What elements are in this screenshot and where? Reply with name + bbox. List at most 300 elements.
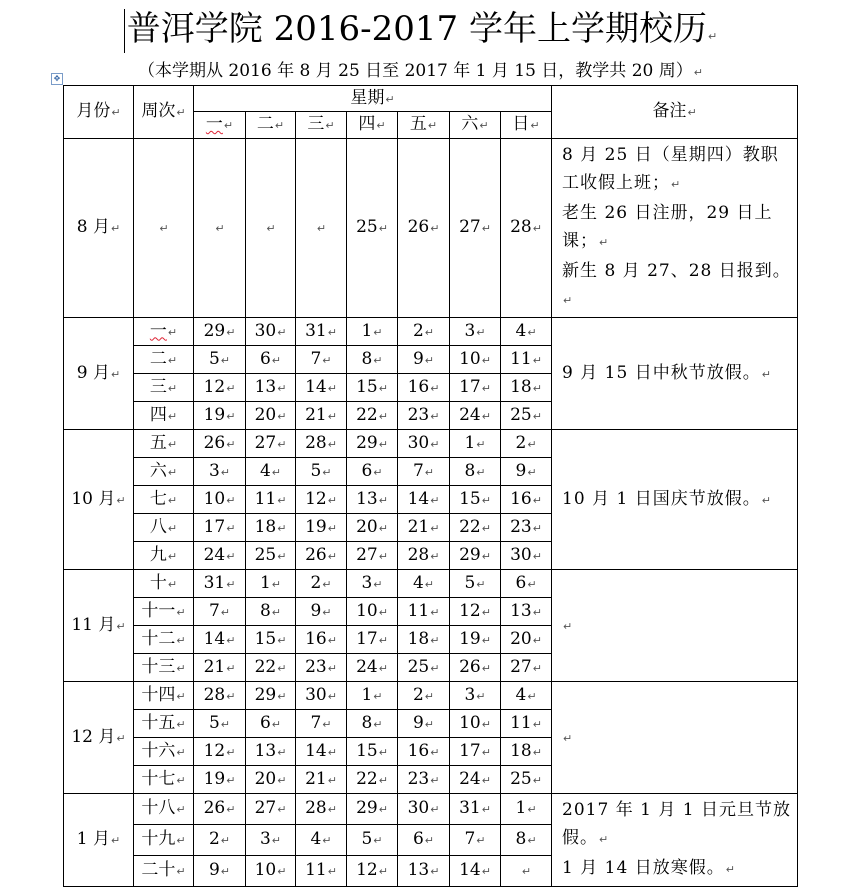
paragraph-mark-icon: ↵ (378, 521, 388, 535)
day-cell (246, 486, 296, 514)
day-cell (450, 486, 501, 514)
day-cell (296, 402, 347, 430)
day-cell (347, 139, 398, 318)
remark-line: 2017 年 1 月 1 日元旦节放假。 (562, 800, 791, 848)
paragraph-mark-icon: ↵ (176, 865, 186, 878)
paragraph-mark-icon: ↵ (424, 577, 435, 591)
paragraph-mark-icon: ↵ (277, 381, 287, 395)
day-cell (246, 626, 296, 654)
paragraph-mark-icon: ↵ (530, 119, 540, 132)
paragraph-mark-icon: ↵ (322, 834, 332, 847)
day-number: 30 (254, 320, 277, 341)
day-cell (347, 682, 398, 710)
paragraph-mark-icon: ↵ (481, 773, 491, 787)
paragraph-mark-icon: ↵ (159, 222, 169, 235)
day-number: 6 (259, 712, 271, 733)
day-cell (501, 430, 552, 458)
day-number: 3 (464, 684, 476, 705)
week-number: 五 (149, 432, 167, 453)
paragraph-mark-icon: ↵ (271, 577, 282, 591)
paragraph-mark-icon: ↵ (277, 689, 287, 703)
paragraph-mark-icon: ↵ (532, 493, 542, 507)
day-number: 28 (407, 544, 430, 565)
day-number: 3 (361, 572, 373, 593)
paragraph-mark-icon: ↵ (327, 803, 337, 816)
day-number: 27 (254, 798, 277, 818)
calendar-body (64, 86, 798, 887)
day-cell (501, 374, 552, 402)
day-number: 25 (510, 404, 532, 425)
paragraph-mark-icon: ↵ (327, 745, 337, 759)
day-number: 2 (412, 320, 424, 341)
weekday-label: 二 (256, 114, 274, 134)
day-cell (194, 710, 246, 738)
day-cell (501, 598, 552, 626)
paragraph-mark-icon: ↵ (167, 353, 178, 367)
month-cell (64, 794, 134, 887)
day-cell (398, 402, 450, 430)
day-cell (398, 139, 450, 318)
day-number: 25 (254, 544, 277, 565)
day-cell (246, 654, 296, 682)
paragraph-mark-icon: ↵ (430, 222, 440, 235)
day-cell (501, 626, 552, 654)
document-subtitle (0, 60, 841, 84)
paragraph-mark-icon: ↵ (277, 325, 287, 339)
paragraph-mark-icon: ↵ (761, 493, 772, 507)
paragraph-mark-icon: ↵ (481, 353, 491, 367)
paragraph-mark-icon: ↵ (532, 717, 542, 731)
day-number: 30 (305, 684, 327, 705)
day-number: 14 (305, 740, 327, 761)
paragraph-mark-icon: ↵ (430, 381, 440, 395)
day-cell (194, 794, 246, 825)
paragraph-mark-icon: ↵ (373, 353, 383, 367)
day-cell (398, 318, 450, 346)
paragraph-mark-icon: ↵ (424, 465, 435, 479)
week-number-cell (134, 402, 194, 430)
paragraph-mark-icon: ↵ (376, 119, 386, 132)
weekday-group-header: 星期↵ (194, 86, 552, 112)
day-number: 24 (459, 768, 481, 789)
paragraph-mark-icon: ↵ (532, 605, 542, 619)
day-number: 30 (407, 798, 430, 818)
day-cell (450, 738, 501, 766)
paragraph-mark-icon: ↵ (226, 437, 236, 451)
paragraph-mark-icon: ↵ (378, 661, 388, 675)
paragraph-mark-icon: ↵ (430, 803, 440, 816)
day-cell (296, 738, 347, 766)
day-cell (194, 318, 246, 346)
paragraph-mark-icon: ↵ (373, 465, 383, 479)
day-cell (296, 139, 347, 318)
day-cell (194, 514, 246, 542)
week-number: 十九 (141, 829, 176, 849)
day-cell (194, 825, 246, 856)
day-cell (194, 458, 246, 486)
paragraph-mark-icon: ↵ (481, 661, 491, 675)
paragraph-mark-icon: ↵ (167, 381, 178, 395)
week-number: 十八 (141, 798, 176, 818)
day-cell (246, 825, 296, 856)
paragraph-mark-icon: ↵ (167, 493, 178, 507)
day-number: 29 (459, 544, 481, 565)
paragraph-mark-icon: ↵ (327, 633, 337, 647)
day-number: 11 (407, 600, 430, 621)
day-number: 4 (515, 684, 527, 705)
day-cell (450, 139, 501, 318)
paragraph-mark-icon: ↵ (327, 437, 337, 451)
paragraph-mark-icon: ↵ (277, 865, 287, 878)
remark-cell (552, 430, 798, 570)
day-number: 17 (459, 740, 481, 761)
table-move-handle-icon[interactable]: ✥ (51, 73, 63, 85)
day-cell (347, 654, 398, 682)
day-cell (398, 682, 450, 710)
paragraph-mark-icon: ↵ (373, 834, 383, 847)
paragraph-mark-icon: ↵ (111, 834, 121, 847)
day-number: 7 (310, 348, 322, 369)
paragraph-mark-icon: ↵ (527, 834, 537, 847)
day-cell (347, 374, 398, 402)
paragraph-mark-icon: ↵ (424, 689, 435, 703)
day-number: 21 (305, 404, 327, 425)
paragraph-mark-icon: ↵ (424, 834, 435, 847)
day-cell (501, 139, 552, 318)
day-number: 14 (407, 488, 430, 509)
paragraph-mark-icon: ↵ (430, 549, 440, 563)
day-cell (194, 626, 246, 654)
day-number: 19 (203, 768, 226, 789)
paragraph-mark-icon: ↵ (111, 106, 121, 119)
paragraph-mark-icon: ↵ (373, 717, 383, 731)
day-number: 12 (305, 488, 327, 509)
day-cell (194, 856, 246, 887)
day-number: 28 (305, 798, 327, 818)
day-cell (246, 318, 296, 346)
paragraph-mark-icon: ↵ (378, 745, 388, 759)
day-number: 6 (412, 829, 424, 849)
day-cell (194, 598, 246, 626)
paragraph-mark-icon: ↵ (378, 803, 388, 816)
document-title (0, 6, 841, 60)
paragraph-mark-icon: ↵ (532, 549, 542, 563)
week-number-cell (134, 598, 194, 626)
day-cell (501, 654, 552, 682)
day-cell (398, 825, 450, 856)
weekday-label: 四 (358, 114, 376, 134)
paragraph-mark-icon: ↵ (220, 353, 231, 367)
day-number: 25 (356, 217, 378, 237)
day-cell (398, 794, 450, 825)
day-number: 8 (515, 829, 527, 849)
day-number: 31 (203, 572, 226, 593)
paragraph-mark-icon: ↵ (322, 605, 332, 619)
weekday-header-5 (450, 112, 501, 139)
day-cell (194, 542, 246, 570)
remark-header: 备注↵ (552, 86, 798, 139)
paragraph-mark-icon: ↵ (220, 865, 231, 878)
paragraph-mark-icon: ↵ (176, 661, 186, 675)
paragraph-mark-icon: ↵ (430, 493, 440, 507)
paragraph-mark-icon: ↵ (271, 605, 282, 619)
paragraph-mark-icon: ↵ (378, 549, 388, 563)
paragraph-mark-icon: ↵ (277, 633, 287, 647)
paragraph-mark-icon: ↵ (277, 409, 287, 423)
day-cell (398, 486, 450, 514)
paragraph-mark-icon: ↵ (481, 409, 491, 423)
day-number: 26 (203, 432, 226, 453)
day-cell (296, 458, 347, 486)
day-cell (296, 486, 347, 514)
day-number: 18 (510, 740, 532, 761)
paragraph-mark-icon: ↵ (378, 437, 388, 451)
day-cell (194, 402, 246, 430)
day-number: 24 (203, 544, 226, 565)
day-cell (246, 139, 296, 318)
day-number: 15 (356, 376, 378, 397)
paragraph-mark-icon: ↵ (373, 325, 383, 339)
week-number: 八 (149, 516, 167, 537)
week-header: 周次↵ (134, 86, 194, 139)
day-cell (194, 346, 246, 374)
month-cell (64, 682, 134, 794)
paragraph-mark-icon: ↵ (424, 717, 435, 731)
paragraph-mark-icon: ↵ (167, 325, 178, 339)
paragraph-mark-icon: ↵ (385, 92, 395, 106)
paragraph-mark-icon: ↵ (176, 689, 186, 703)
week-number-cell (134, 825, 194, 856)
day-number: 13 (407, 860, 430, 880)
paragraph-mark-icon: ↵ (322, 717, 332, 731)
day-cell (501, 570, 552, 598)
day-number: 27 (510, 656, 532, 677)
day-number: 1 (464, 432, 476, 453)
paragraph-mark-icon: ↵ (378, 493, 388, 507)
day-number: 16 (305, 628, 327, 649)
paragraph-mark-icon: ↵ (176, 803, 186, 816)
day-cell (347, 514, 398, 542)
day-cell (450, 458, 501, 486)
paragraph-mark-icon: ↵ (430, 661, 440, 675)
day-cell (246, 374, 296, 402)
paragraph-mark-icon: ↵ (527, 689, 537, 703)
day-cell (501, 318, 552, 346)
day-number: 17 (356, 628, 378, 649)
day-cell (450, 794, 501, 825)
day-cell (450, 430, 501, 458)
weekday-header-0 (194, 112, 246, 139)
day-cell (398, 570, 450, 598)
week-number-cell (134, 430, 194, 458)
day-number: 26 (305, 544, 327, 565)
paragraph-mark-icon: ↵ (430, 865, 440, 878)
remark-cell (552, 794, 798, 887)
paragraph-mark-icon: ↵ (226, 773, 236, 787)
week-number-cell (134, 514, 194, 542)
paragraph-mark-icon: ↵ (532, 773, 542, 787)
paragraph-mark-icon: ↵ (527, 437, 537, 451)
paragraph-mark-icon: ↵ (266, 222, 276, 235)
day-number: 21 (203, 656, 226, 677)
weekday-label: 三 (307, 114, 325, 134)
day-cell (194, 766, 246, 794)
day-number: 12 (459, 600, 481, 621)
weekday-label: 五 (409, 114, 427, 134)
day-number: 27 (459, 217, 481, 237)
day-cell (398, 346, 450, 374)
day-cell (501, 682, 552, 710)
paragraph-mark-icon: ↵ (532, 381, 542, 395)
day-cell (347, 738, 398, 766)
day-number: 10 (459, 348, 481, 369)
day-number: 13 (254, 376, 277, 397)
paragraph-mark-icon: ↵ (111, 367, 121, 381)
day-cell (450, 402, 501, 430)
day-number: 18 (254, 516, 277, 537)
day-cell (450, 374, 501, 402)
paragraph-mark-icon: ↵ (226, 381, 236, 395)
day-number: 7 (310, 712, 322, 733)
day-cell (501, 710, 552, 738)
day-number: 29 (356, 798, 378, 818)
day-cell (296, 654, 347, 682)
day-number: 15 (254, 628, 277, 649)
week-row (64, 682, 798, 710)
paragraph-mark-icon: ↵ (532, 633, 542, 647)
day-number: 26 (407, 217, 430, 237)
week-number-cell (134, 654, 194, 682)
day-number: 9 (515, 460, 527, 481)
paragraph-mark-icon: ↵ (378, 633, 388, 647)
paragraph-mark-icon: ↵ (116, 619, 126, 633)
paragraph-mark-icon: ↵ (226, 577, 236, 591)
day-number: 3 (259, 829, 271, 849)
day-number: 20 (510, 628, 532, 649)
day-number: 2 (310, 572, 322, 593)
paragraph-mark-icon: ↵ (176, 717, 186, 731)
week-number-cell (134, 542, 194, 570)
day-number: 1 (361, 684, 373, 705)
day-number: 2 (515, 432, 527, 453)
day-number: 20 (356, 516, 378, 537)
paragraph-mark-icon: ↵ (167, 521, 178, 535)
day-number: 30 (510, 544, 532, 565)
day-cell (296, 710, 347, 738)
day-number: 9 (412, 712, 424, 733)
day-cell (398, 710, 450, 738)
paragraph-mark-icon: ↵ (167, 577, 178, 591)
day-cell (501, 458, 552, 486)
paragraph-mark-icon: ↵ (277, 661, 287, 675)
paragraph-mark-icon: ↵ (481, 605, 491, 619)
day-cell (450, 766, 501, 794)
paragraph-mark-icon: ↵ (116, 493, 126, 507)
remark-cell (552, 570, 798, 682)
day-number: 24 (356, 656, 378, 677)
day-number: 5 (361, 829, 373, 849)
month-label: 11 月 (71, 614, 116, 635)
day-number: 16 (407, 740, 430, 761)
day-number: 7 (412, 460, 424, 481)
paragraph-mark-icon: ↵ (527, 803, 537, 816)
paragraph-mark-icon: ↵ (430, 745, 440, 759)
paragraph-mark-icon: ↵ (476, 465, 486, 479)
week-number-cell (134, 766, 194, 794)
remark-cell (552, 682, 798, 794)
paragraph-mark-icon: ↵ (327, 549, 337, 563)
paragraph-mark-icon: ↵ (176, 773, 186, 787)
week-number-cell (134, 856, 194, 887)
day-number: 13 (254, 740, 277, 761)
day-number: 5 (464, 572, 476, 593)
day-cell (398, 374, 450, 402)
day-number: 9 (208, 860, 220, 880)
week-number-cell (134, 738, 194, 766)
day-number: 2 (208, 829, 220, 849)
day-cell (347, 458, 398, 486)
day-cell (398, 514, 450, 542)
paragraph-mark-icon: ↵ (378, 381, 388, 395)
paragraph-mark-icon: ↵ (220, 717, 231, 731)
week-number: 六 (149, 460, 167, 481)
paragraph-mark-icon: ↵ (271, 717, 282, 731)
week-number-cell (134, 626, 194, 654)
day-cell (501, 766, 552, 794)
paragraph-mark-icon: ↵ (327, 381, 337, 395)
paragraph-mark-icon: ↵ (226, 493, 236, 507)
month-header: 月份↵ (64, 86, 134, 139)
paragraph-mark-icon: ↵ (316, 222, 327, 235)
day-number: 29 (254, 684, 277, 705)
paragraph-mark-icon: ↵ (277, 521, 287, 535)
day-number: 3 (208, 460, 220, 481)
day-number: 8 (361, 712, 373, 733)
paragraph-mark-icon: ↵ (271, 834, 282, 847)
paragraph-mark-icon: ↵ (327, 661, 337, 675)
paragraph-mark-icon: ↵ (687, 106, 697, 119)
day-cell (501, 825, 552, 856)
day-number: 12 (356, 860, 378, 880)
day-cell (450, 598, 501, 626)
paragraph-mark-icon: ↵ (430, 633, 440, 647)
day-cell (296, 318, 347, 346)
day-cell (296, 374, 347, 402)
day-number: 4 (310, 829, 322, 849)
paragraph-mark-icon: ↵ (476, 689, 486, 703)
day-number: 8 (259, 600, 271, 621)
month-label: 12 月 (71, 726, 116, 747)
day-number: 6 (361, 460, 373, 481)
day-cell (501, 402, 552, 430)
day-number: 16 (407, 376, 430, 397)
day-cell (347, 856, 398, 887)
week-number: 十一 (141, 600, 176, 621)
day-number: 23 (407, 404, 430, 425)
paragraph-mark-icon: ↵ (226, 633, 236, 647)
day-cell (501, 856, 552, 887)
day-cell (194, 374, 246, 402)
paragraph-mark-icon: ↵ (226, 803, 236, 816)
paragraph-mark-icon: ↵ (481, 222, 491, 235)
paragraph-mark-icon: ↵ (527, 325, 537, 339)
day-cell (347, 430, 398, 458)
day-number: 28 (510, 217, 532, 237)
paragraph-mark-icon: ↵ (424, 353, 435, 367)
day-number: 5 (310, 460, 322, 481)
paragraph-mark-icon: ↵ (378, 605, 388, 619)
paragraph-mark-icon: ↵ (476, 834, 486, 847)
